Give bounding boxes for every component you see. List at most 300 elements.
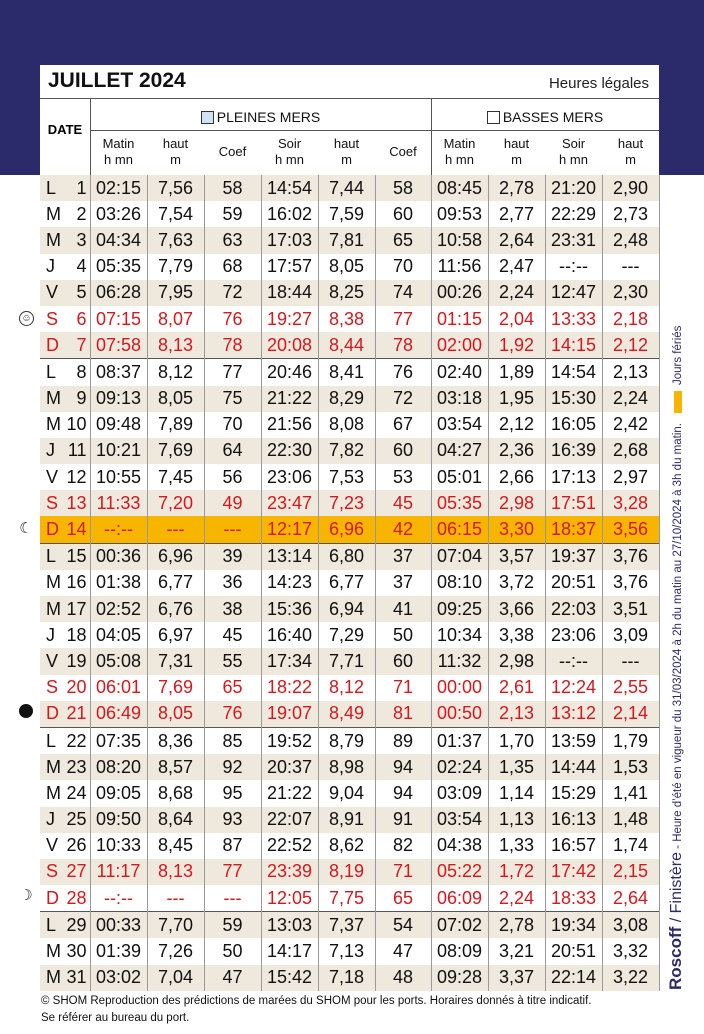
- cell-pm2: 12:05: [261, 885, 318, 912]
- cell-bh1: 2,98: [488, 648, 545, 674]
- cell-c1: 63: [204, 227, 261, 253]
- day-number-cell: 2: [63, 201, 90, 227]
- cell-h1: 7,70: [147, 912, 204, 939]
- cell-bh1: 2,47: [488, 254, 545, 280]
- cell-bh1: 1,92: [488, 332, 545, 359]
- cell-h2: 7,81: [318, 227, 375, 253]
- cell-c2: 89: [375, 727, 431, 754]
- tide-table-body: [40, 175, 659, 991]
- cell-h1: 7,31: [147, 648, 204, 674]
- cell-bm1: 04:38: [431, 833, 488, 859]
- cell-h2: 8,05: [318, 254, 375, 280]
- table-header: [40, 65, 659, 175]
- cell-bm1: 11:32: [431, 648, 488, 674]
- cell-c1: 39: [204, 543, 261, 570]
- cell-bm2: 22:03: [545, 596, 602, 622]
- cell-h1: 7,63: [147, 227, 204, 253]
- day-number-cell: 7: [63, 332, 90, 359]
- table-row: [40, 912, 659, 939]
- cell-h1: 8,07: [147, 306, 204, 332]
- cell-bm2: 14:54: [545, 359, 602, 386]
- weekday-cell: V: [40, 280, 63, 306]
- cell-bh2: 3,28: [602, 490, 659, 516]
- weekday-cell: S: [40, 859, 63, 885]
- day-number-cell: 6: [63, 306, 90, 332]
- cell-pm1: 01:39: [90, 938, 147, 964]
- day-number-cell: 23: [63, 754, 90, 780]
- cell-h2: 8,41: [318, 359, 375, 386]
- cell-h2: 8,29: [318, 386, 375, 412]
- cell-c1: 50: [204, 938, 261, 964]
- cell-c2: 47: [375, 938, 431, 964]
- cell-h2: 8,91: [318, 807, 375, 833]
- cell-bh2: 1,41: [602, 780, 659, 806]
- cell-bh2: 3,22: [602, 965, 659, 991]
- cell-c2: 37: [375, 570, 431, 596]
- day-number-cell: 15: [63, 543, 90, 570]
- cell-pm1: 00:33: [90, 912, 147, 939]
- cell-h1: 7,26: [147, 938, 204, 964]
- cell-pm1: --:--: [90, 516, 147, 543]
- table-row: [40, 516, 659, 543]
- cell-c1: 78: [204, 332, 261, 359]
- cell-bh2: 3,09: [602, 622, 659, 648]
- cell-bh1: 1,13: [488, 807, 545, 833]
- basses-mers-header: [431, 105, 659, 129]
- cell-pm1: 05:08: [90, 648, 147, 674]
- cell-h2: 7,59: [318, 201, 375, 227]
- cell-pm2: 19:07: [261, 701, 318, 728]
- cell-bh2: 2,42: [602, 412, 659, 438]
- cell-h1: 8,68: [147, 780, 204, 806]
- cell-pm2: 18:44: [261, 280, 318, 306]
- cell-c2: 74: [375, 280, 431, 306]
- cell-pm1: 10:33: [90, 833, 147, 859]
- cell-pm1: 04:05: [90, 622, 147, 648]
- table-row: [40, 885, 659, 912]
- tide-table: [40, 175, 660, 991]
- cell-h1: ---: [147, 516, 204, 543]
- cell-c1: 85: [204, 727, 261, 754]
- cell-bm1: 02:40: [431, 359, 488, 386]
- table-row: [40, 754, 659, 780]
- col-pm-coef1: Coef: [218, 144, 247, 159]
- cell-bh1: 3,57: [488, 543, 545, 570]
- weekday-cell: J: [40, 438, 63, 464]
- cell-h1: 8,05: [147, 386, 204, 412]
- cell-c2: 48: [375, 965, 431, 991]
- cell-bh1: 1,33: [488, 833, 545, 859]
- col-pm-matin: Matin h mn: [102, 136, 135, 167]
- table-row: [40, 807, 659, 833]
- cell-bh2: 2,18: [602, 306, 659, 332]
- cell-bm2: 16:39: [545, 438, 602, 464]
- cell-c1: 55: [204, 648, 261, 674]
- cell-h1: 8,13: [147, 859, 204, 885]
- weekday-cell: J: [40, 622, 63, 648]
- cell-h2: 7,53: [318, 464, 375, 490]
- table-row: [40, 254, 659, 280]
- cell-c2: 65: [375, 885, 431, 912]
- cell-bm2: 16:05: [545, 412, 602, 438]
- cell-bh2: 1,74: [602, 833, 659, 859]
- cell-h1: 6,96: [147, 543, 204, 570]
- cell-c2: 78: [375, 332, 431, 359]
- cell-pm2: 16:40: [261, 622, 318, 648]
- region-name: / Finistère: [668, 852, 685, 927]
- cell-bh2: 3,32: [602, 938, 659, 964]
- weekday-cell: D: [40, 701, 63, 728]
- day-number-cell: 18: [63, 622, 90, 648]
- weekday-cell: D: [40, 516, 63, 543]
- day-number-cell: 31: [63, 965, 90, 991]
- table-row: [40, 201, 659, 227]
- cell-pm1: 09:48: [90, 412, 147, 438]
- cell-c1: 47: [204, 965, 261, 991]
- cell-pm1: 09:13: [90, 386, 147, 412]
- cell-pm2: 22:07: [261, 807, 318, 833]
- cell-bh2: 3,76: [602, 570, 659, 596]
- weekday-cell: M: [40, 754, 63, 780]
- cell-pm1: 05:35: [90, 254, 147, 280]
- cell-bh1: 3,72: [488, 570, 545, 596]
- cell-c2: 77: [375, 306, 431, 332]
- cell-bh2: 2,48: [602, 227, 659, 253]
- pleines-mers-swatch-icon: [201, 111, 214, 124]
- cell-bm1: 04:27: [431, 438, 488, 464]
- col-bm-haut2: haut m: [617, 136, 644, 167]
- day-number-cell: 26: [63, 833, 90, 859]
- day-number-cell: 10: [63, 412, 90, 438]
- divider: [40, 98, 659, 99]
- cell-bh1: 1,70: [488, 727, 545, 754]
- cell-h2: 8,12: [318, 675, 375, 701]
- cell-c2: 70: [375, 254, 431, 280]
- cell-pm2: 23:47: [261, 490, 318, 516]
- day-number-cell: 5: [63, 280, 90, 306]
- cell-h1: 7,04: [147, 965, 204, 991]
- col-bm-matin: Matin h mn: [443, 136, 476, 167]
- cell-pm1: 07:35: [90, 727, 147, 754]
- col-pm-soir: Soir h mn: [275, 136, 304, 167]
- cell-bm1: 08:10: [431, 570, 488, 596]
- cell-c1: 59: [204, 201, 261, 227]
- cell-bm2: 21:20: [545, 175, 602, 201]
- cell-pm1: 10:21: [90, 438, 147, 464]
- cell-bh1: 1,95: [488, 386, 545, 412]
- day-number-cell: 14: [63, 516, 90, 543]
- day-number-cell: 13: [63, 490, 90, 516]
- cell-c1: 56: [204, 464, 261, 490]
- cell-bh1: 2,24: [488, 280, 545, 306]
- cell-pm2: 22:30: [261, 438, 318, 464]
- cell-bm2: 16:13: [545, 807, 602, 833]
- cell-bm2: 20:51: [545, 570, 602, 596]
- cell-bm1: 00:00: [431, 675, 488, 701]
- cell-bm1: 09:53: [431, 201, 488, 227]
- cell-bh2: 2,13: [602, 359, 659, 386]
- cell-bh2: 1,79: [602, 727, 659, 754]
- cell-bm2: 15:29: [545, 780, 602, 806]
- cell-bm2: 12:47: [545, 280, 602, 306]
- cell-bh2: ---: [602, 254, 659, 280]
- cell-c2: 76: [375, 359, 431, 386]
- cell-h1: 8,05: [147, 701, 204, 728]
- cell-c2: 54: [375, 912, 431, 939]
- cell-pm2: 12:17: [261, 516, 318, 543]
- cell-pm2: 15:42: [261, 965, 318, 991]
- day-number-cell: 28: [63, 885, 90, 912]
- cell-h1: 8,36: [147, 727, 204, 754]
- cell-pm1: 06:28: [90, 280, 147, 306]
- cell-bh1: 1,89: [488, 359, 545, 386]
- cell-bm1: 06:09: [431, 885, 488, 912]
- basses-mers-swatch-icon: [487, 111, 500, 124]
- cell-pm1: 09:50: [90, 807, 147, 833]
- cell-bh1: 2,98: [488, 490, 545, 516]
- footer-line-1: © SHOM Reproduction des prédictions de marées du SHOM pour les ports. Horaires donnés à titre indicatif.: [41, 995, 592, 1007]
- cell-h1: 7,69: [147, 438, 204, 464]
- cell-pm1: 11:33: [90, 490, 147, 516]
- day-number-cell: 22: [63, 727, 90, 754]
- cell-pm2: 14:54: [261, 175, 318, 201]
- cell-bh1: 2,66: [488, 464, 545, 490]
- cell-bm1: 10:34: [431, 622, 488, 648]
- cell-h2: 7,82: [318, 438, 375, 464]
- cell-c1: 76: [204, 306, 261, 332]
- col-pm-coef2: Coef: [389, 144, 417, 159]
- cell-bm2: 17:13: [545, 464, 602, 490]
- cell-c2: 71: [375, 675, 431, 701]
- weekday-cell: D: [40, 885, 63, 912]
- table-row: [40, 464, 659, 490]
- cell-bm2: 15:30: [545, 386, 602, 412]
- cell-pm1: --:--: [90, 885, 147, 912]
- cell-bh1: 3,38: [488, 622, 545, 648]
- cell-pm1: 10:55: [90, 464, 147, 490]
- cell-c1: 76: [204, 701, 261, 728]
- cell-bh2: 3,76: [602, 543, 659, 570]
- cell-pm2: 19:27: [261, 306, 318, 332]
- cell-bm1: 00:50: [431, 701, 488, 728]
- cell-bm1: 11:56: [431, 254, 488, 280]
- cell-c2: 58: [375, 175, 431, 201]
- cell-c1: 70: [204, 412, 261, 438]
- cell-bh2: 2,64: [602, 885, 659, 912]
- cell-h1: 7,56: [147, 175, 204, 201]
- cell-bm1: 02:24: [431, 754, 488, 780]
- cell-pm1: 06:49: [90, 701, 147, 728]
- day-number-cell: 1: [63, 175, 90, 201]
- cell-pm1: 02:52: [90, 596, 147, 622]
- footer-note: [41, 993, 641, 1027]
- cell-bm2: 23:31: [545, 227, 602, 253]
- cell-h1: 6,97: [147, 622, 204, 648]
- table-row: [40, 332, 659, 359]
- cell-bh2: 3,51: [602, 596, 659, 622]
- cell-c2: 37: [375, 543, 431, 570]
- cell-h2: 8,49: [318, 701, 375, 728]
- table-row: [40, 596, 659, 622]
- full-moon-icon: ☺: [19, 311, 34, 326]
- weekday-cell: J: [40, 254, 63, 280]
- cell-h2: 7,37: [318, 912, 375, 939]
- cell-h2: 6,77: [318, 570, 375, 596]
- weekday-cell: S: [40, 490, 63, 516]
- cell-bm1: 01:37: [431, 727, 488, 754]
- cell-h2: 9,04: [318, 780, 375, 806]
- cell-bh1: 2,12: [488, 412, 545, 438]
- cell-bh2: 2,24: [602, 386, 659, 412]
- cell-bm2: 14:44: [545, 754, 602, 780]
- cell-bm1: 02:00: [431, 332, 488, 359]
- cell-pm1: 06:01: [90, 675, 147, 701]
- cell-bm1: 08:09: [431, 938, 488, 964]
- cell-bh2: 2,14: [602, 701, 659, 728]
- table-row: [40, 780, 659, 806]
- day-number-cell: 21: [63, 701, 90, 728]
- first-quarter-icon: ☾: [19, 519, 33, 537]
- table-row: [40, 227, 659, 253]
- cell-bm1: 03:18: [431, 386, 488, 412]
- page-subtitle: Heures légales: [548, 75, 649, 92]
- cell-pm1: 04:34: [90, 227, 147, 253]
- cell-c2: 81: [375, 701, 431, 728]
- cell-bm1: 06:15: [431, 516, 488, 543]
- cell-pm1: 00:36: [90, 543, 147, 570]
- cell-h1: 7,79: [147, 254, 204, 280]
- cell-pm1: 09:05: [90, 780, 147, 806]
- table-row: [40, 648, 659, 674]
- cell-bm2: 17:42: [545, 859, 602, 885]
- weekday-cell: M: [40, 201, 63, 227]
- weekday-cell: V: [40, 648, 63, 674]
- cell-bm2: 17:51: [545, 490, 602, 516]
- cell-pm2: 13:14: [261, 543, 318, 570]
- table-row: [40, 438, 659, 464]
- table-row: [40, 622, 659, 648]
- cell-c1: 77: [204, 859, 261, 885]
- cell-c1: 93: [204, 807, 261, 833]
- holiday-legend-swatch: [674, 391, 682, 413]
- table-row: [40, 938, 659, 964]
- cell-h1: 6,77: [147, 570, 204, 596]
- cell-pm1: 07:15: [90, 306, 147, 332]
- cell-bh2: 1,48: [602, 807, 659, 833]
- page-title: JUILLET 2024: [48, 69, 186, 92]
- weekday-cell: M: [40, 596, 63, 622]
- weekday-cell: V: [40, 464, 63, 490]
- cell-pm2: 20:46: [261, 359, 318, 386]
- cell-bm2: 18:33: [545, 885, 602, 912]
- table-row: [40, 833, 659, 859]
- cell-bm1: 07:04: [431, 543, 488, 570]
- cell-c2: 41: [375, 596, 431, 622]
- cell-c1: 38: [204, 596, 261, 622]
- cell-bh1: 3,21: [488, 938, 545, 964]
- cell-h2: 7,23: [318, 490, 375, 516]
- cell-pm2: 20:37: [261, 754, 318, 780]
- weekday-cell: M: [40, 938, 63, 964]
- cell-h1: 7,45: [147, 464, 204, 490]
- cell-pm2: 17:03: [261, 227, 318, 253]
- table-row: [40, 859, 659, 885]
- cell-c2: 60: [375, 648, 431, 674]
- cell-pm2: 17:34: [261, 648, 318, 674]
- cell-bh2: 3,08: [602, 912, 659, 939]
- col-pm-haut1: haut m: [162, 136, 189, 167]
- cell-c1: ---: [204, 885, 261, 912]
- cell-pm1: 11:17: [90, 859, 147, 885]
- weekday-cell: M: [40, 780, 63, 806]
- cell-bh2: 2,73: [602, 201, 659, 227]
- cell-c1: 45: [204, 622, 261, 648]
- cell-c2: 94: [375, 754, 431, 780]
- cell-pm2: 23:39: [261, 859, 318, 885]
- cell-h2: 8,19: [318, 859, 375, 885]
- weekday-cell: M: [40, 227, 63, 253]
- cell-c2: 60: [375, 438, 431, 464]
- cell-bh1: 3,30: [488, 516, 545, 543]
- cell-bh1: 3,66: [488, 596, 545, 622]
- day-number-cell: 3: [63, 227, 90, 253]
- cell-h2: 7,75: [318, 885, 375, 912]
- col-bm-soir: Soir h mn: [559, 136, 588, 167]
- cell-h2: 7,44: [318, 175, 375, 201]
- new-moon-icon: [19, 704, 33, 718]
- day-number-cell: 16: [63, 570, 90, 596]
- cell-bh1: 2,24: [488, 885, 545, 912]
- cell-c1: 68: [204, 254, 261, 280]
- table-row: [40, 701, 659, 728]
- cell-bh2: 2,97: [602, 464, 659, 490]
- cell-bm2: 22:14: [545, 965, 602, 991]
- last-quarter-icon: ☽: [19, 886, 33, 904]
- cell-bm1: 01:15: [431, 306, 488, 332]
- cell-bh2: 3,56: [602, 516, 659, 543]
- weekday-cell: L: [40, 912, 63, 939]
- day-number-cell: 29: [63, 912, 90, 939]
- weekday-cell: M: [40, 965, 63, 991]
- cell-h1: 8,13: [147, 332, 204, 359]
- weekday-cell: V: [40, 833, 63, 859]
- pleines-mers-header: [90, 105, 431, 129]
- cell-bh2: 2,15: [602, 859, 659, 885]
- cell-bh2: 2,12: [602, 332, 659, 359]
- cell-h1: 7,89: [147, 412, 204, 438]
- cell-pm1: 01:38: [90, 570, 147, 596]
- cell-h1: 8,57: [147, 754, 204, 780]
- cell-bm1: 07:02: [431, 912, 488, 939]
- cell-c1: 58: [204, 175, 261, 201]
- table-row: [40, 675, 659, 701]
- day-number-cell: 20: [63, 675, 90, 701]
- day-number-cell: 4: [63, 254, 90, 280]
- cell-c2: 42: [375, 516, 431, 543]
- cell-pm1: 03:26: [90, 201, 147, 227]
- cell-c1: 64: [204, 438, 261, 464]
- table-row: [40, 570, 659, 596]
- day-number-cell: 9: [63, 386, 90, 412]
- cell-bh1: 2,13: [488, 701, 545, 728]
- port-name: Roscoff: [666, 926, 685, 990]
- cell-c1: 92: [204, 754, 261, 780]
- col-pm-haut2: haut m: [333, 136, 360, 167]
- cell-h1: 7,54: [147, 201, 204, 227]
- cell-bm1: 10:58: [431, 227, 488, 253]
- cell-pm2: 21:56: [261, 412, 318, 438]
- cell-pm2: 18:22: [261, 675, 318, 701]
